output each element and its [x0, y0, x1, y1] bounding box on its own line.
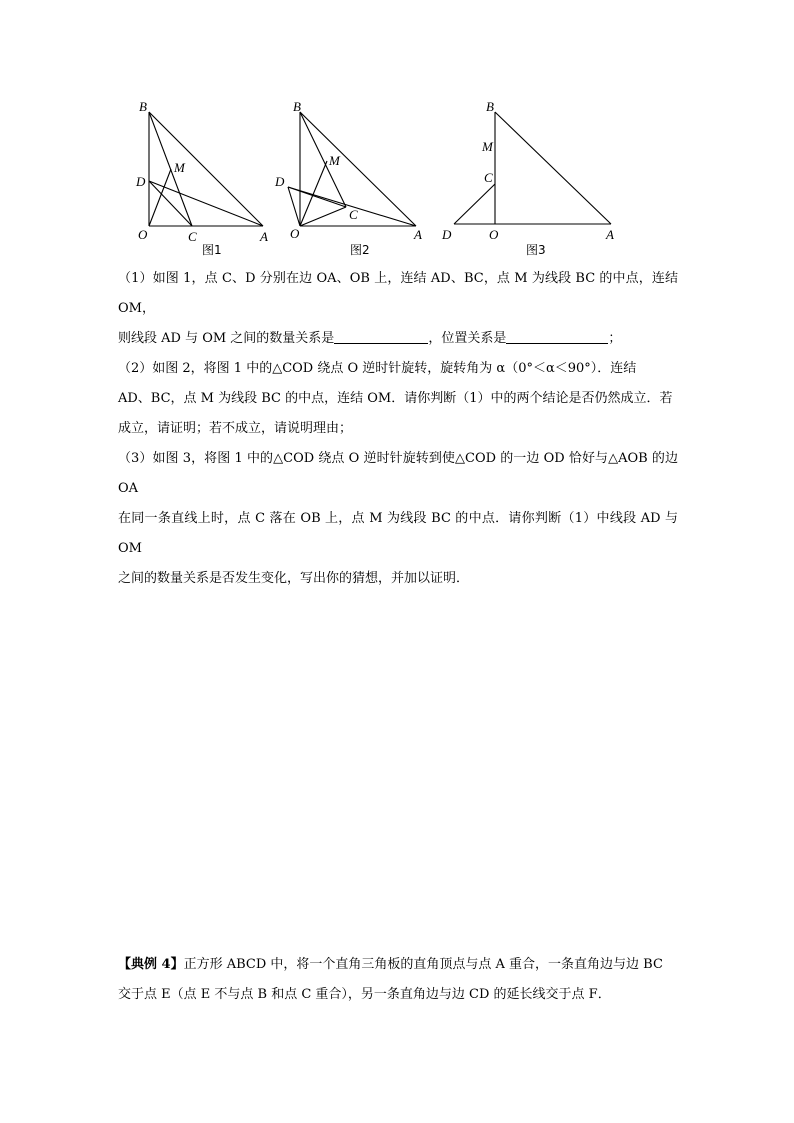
point-B-label: B: [293, 99, 301, 114]
point-C-label: C: [188, 229, 197, 244]
point-B-label: B: [486, 99, 494, 114]
q2-line-1: （2）如图 2，将图 1 中的△COD 绕点 O 逆时针旋转，旋转角为 α（0°＜α＜90°）．连结: [118, 361, 637, 376]
point-B-label: B: [139, 99, 147, 114]
example-4-line-2: 交于点 E（点 E 不与点 B 和点 C 重合），另一条直角边与边 CD 的延长线交于点 F．: [118, 987, 611, 1002]
figure-2: [275, 98, 438, 258]
problem-text: [118, 264, 678, 594]
q1-quantity-prompt: 则线段 AD 与 OM 之间的数量关系是: [118, 331, 335, 346]
figure-2-caption: 图2: [350, 243, 370, 257]
example-4-tag: 【典例 4】: [118, 957, 184, 972]
figure-1-diagram: [130, 98, 280, 258]
point-D-label: D: [442, 227, 452, 242]
point-D-label: D: [136, 174, 146, 189]
figure-3-caption: 图3: [526, 243, 546, 257]
q1-position-prompt: ，位置关系是: [428, 331, 507, 346]
point-C-label: C: [484, 170, 493, 185]
q1-line-2: [118, 324, 678, 354]
point-D-label: D: [275, 174, 285, 189]
figure-3: [440, 98, 620, 258]
figure-1-caption: 图1: [202, 243, 222, 257]
point-O-label: O: [489, 227, 499, 242]
figure-1: [130, 98, 280, 258]
q3-line-1: （3）如图 3，将图 1 中的△COD 绕点 O 逆时针旋转到使△COD 的一边 OD 恰好与△AOB 的边 OA: [118, 451, 678, 496]
position-relation-blank[interactable]: [506, 329, 608, 344]
q3-line-2: 在同一条直线上时，点 C 落在 OB 上，点 M 为线段 BC 的中点．请你判断（1）中线段 AD 与 OM: [118, 511, 678, 556]
q1-line-1: （1）如图 1，点 C、D 分别在边 OA、OB 上，连结 AD、BC，点 M 为线段 BC 的中点，连结 OM，: [118, 271, 678, 316]
point-A-label: A: [260, 229, 268, 244]
point-M-label: M: [174, 160, 185, 175]
figure-2-diagram: [275, 98, 438, 258]
example-4-line-1: [118, 950, 678, 980]
q2-line-3: 成立，请证明；若不成立，请说明理由；: [118, 421, 353, 436]
q1-end-punct: ；: [608, 331, 622, 346]
point-M-label: M: [329, 153, 340, 168]
point-A-label: A: [414, 227, 422, 242]
example-4-text-1: 正方形 ABCD 中，将一个直角三角板的直角顶点与点 A 重合，一条直角边与边 BC: [183, 957, 663, 972]
figure-3-diagram: [440, 98, 620, 258]
quantity-relation-blank[interactable]: [334, 329, 428, 344]
point-C-label: C: [349, 207, 358, 222]
point-A-label: A: [606, 227, 614, 242]
point-M-label: M: [482, 139, 493, 154]
example-4: [118, 950, 678, 1010]
point-O-label: O: [138, 227, 148, 242]
q3-line-3: 之间的数量关系是否发生变化，写出你的猜想，并加以证明．: [118, 571, 470, 586]
point-O-label: O: [290, 226, 300, 241]
q2-line-2: AD、BC，点 M 为线段 BC 的中点，连结 OM．请你判断（1）中的两个结论是否仍然成立．若: [118, 391, 673, 406]
